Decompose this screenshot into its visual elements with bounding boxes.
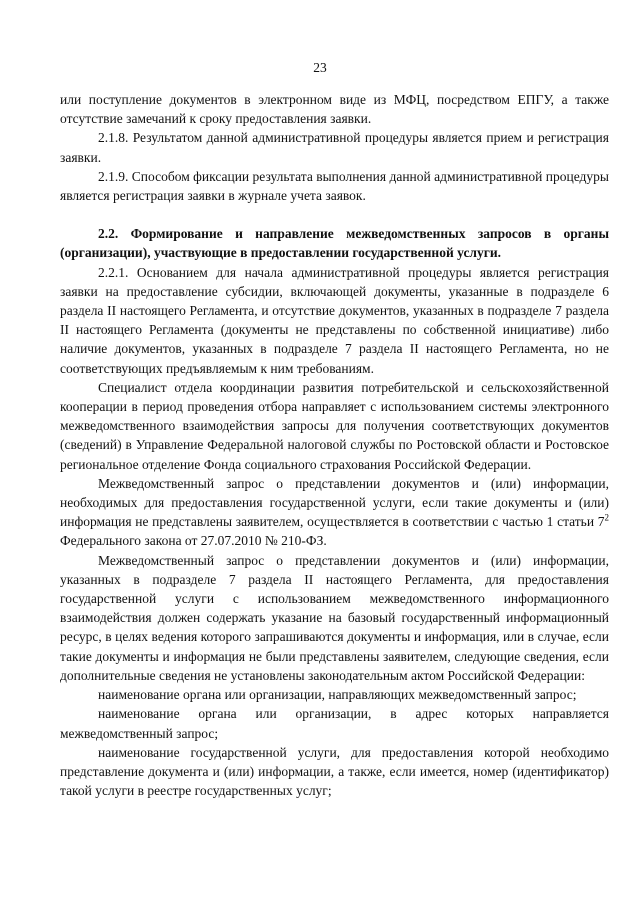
paragraph-law-reference (60, 474, 609, 551)
section-heading: 2.2. Формирование и направление межведомственных запросов в органы (организации), участвующие в предоставлении государственной услуги. (60, 226, 609, 261)
paragraph-request-content: Межведомственный запрос о представлении документов и (или) информации, указанных в подразделе 7 раздела II настоящего Регламента, для предоставления государственной услуги с использованием межведомственного информационного взаимодействия должен содержать указание на базовый государственный информационный ресурс, в целях ведения которого запрашиваются документы и информация, или в случае, если такие документы и информация не были представлены заявителем, следующие сведения, если дополнительные сведения не установлены законодательным актом Российской Федерации: (60, 552, 609, 683)
paragraph-continuation: или поступление документов в электронном виде из МФЦ, посредством ЕПГУ, а также отсутствие замечаний к сроку предоставления заявки. (60, 92, 609, 127)
list-item: наименование органа или организации, направляющих межведомственный запрос; (98, 687, 577, 703)
list-item: наименование органа или организации, в адрес которых направляется межведомственный запрос; (60, 706, 609, 741)
paragraph-specialist: Специалист отдела координации развития потребительской и сельскохозяйственной кооперации в период проведения отбора направляет с использованием системы электронного межведомственного взаимодействия запросы для получения соответствующих документов (сведений) в Управление Федеральной налоговой службы по Ростовской области и Ростовское региональное отделение Фонда социального страхования Российской Федерации. (60, 379, 609, 472)
list-item: наименование государственной услуги, для предоставления которой необходимо представление документа и (или) информации, а также, если имеется, номер (идентификатор) такой услуги в реестре государственных услуг; (60, 744, 609, 799)
law-text-after: Федерального закона от 27.07.2010 № 210-ФЗ. (60, 533, 327, 549)
page-number: 23 (313, 60, 327, 75)
document-body (60, 90, 609, 800)
paragraph-2-1-8: 2.1.8. Результатом данной административной процедуры является прием и регистрация заявки. (60, 130, 609, 165)
paragraph-2-2-1: 2.2.1. Основанием для начала административной процедуры является регистрация заявки на предоставление субсидии, включающей документы, указанные в подразделе 6 раздела II настоящего Регламента, и отсутствие документов, указанных в подразделе 7 раздела II настоящего Регламента (документы не представлены по собственной инициативе) либо наличие документов, указанных в подразделе 7 раздела II настоящего Регламента, но не соответствующих предъявляемым к ним требованиям. (60, 264, 609, 376)
paragraph-2-1-9: 2.1.9. Способом фиксации результата выполнения данной административной процедуры является регистрация заявки в журнале учета заявок. (60, 168, 609, 204)
law-text-before: Межведомственный запрос о представлении документов и (или) информации, необходимых для предоставления государственной услуги, если такие документы и (или) информация не представлены заявителем, осуществляется в соответствии с частью 1 статьи 7 (60, 475, 609, 530)
law-superscript: 2 (604, 512, 609, 523)
